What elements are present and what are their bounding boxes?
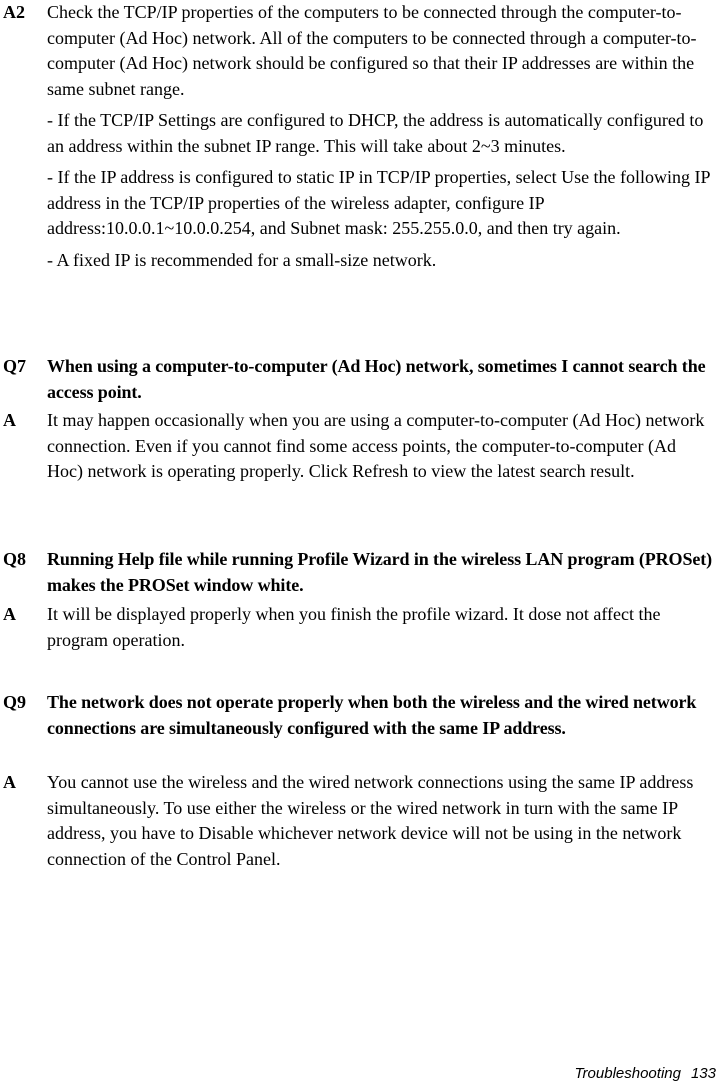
answer-text: It will be displayed properly when you finish the profile wizard. It dose not affect the program operation. bbox=[47, 604, 661, 650]
question-tag: Q9 bbox=[3, 692, 27, 712]
answer-a2 bbox=[0, 0, 716, 279]
answer-tag: A bbox=[3, 410, 16, 430]
question-tag: Q7 bbox=[3, 356, 27, 376]
page-footer bbox=[575, 1064, 716, 1084]
question-text: The network does not operate properly when both the wireless and the wired network connections are simultaneously configured with the same IP address. bbox=[47, 692, 697, 738]
question-q9 bbox=[0, 690, 716, 741]
paragraph: Check the TCP/IP properties of the computers to be connected through the computer-to-computer (Ad Hoc) network. All of the computers to be connected through a computer-to-computer (Ad Hoc) network should be configured so that their IP addresses are within the same subnet range. bbox=[47, 2, 697, 99]
page-number: 133 bbox=[690, 1065, 716, 1082]
paragraph: - If the TCP/IP Settings are configured to DHCP, the address is automatically configured to an address within the subnet IP range. This will take about 2~3 minutes. bbox=[47, 110, 704, 156]
answer-text: You cannot use the wireless and the wired network connections using the same IP address simultaneously. To use either the wireless or the wired network in turn with the same IP address, you have to Disable whichever network device will not be using in the network connection of the Control Panel. bbox=[47, 772, 694, 869]
answer-tag: A bbox=[3, 604, 16, 624]
answer-q8 bbox=[0, 602, 716, 653]
question-text: When using a computer-to-computer (Ad Hoc) network, sometimes I cannot search the access point. bbox=[47, 356, 706, 402]
question-q8 bbox=[0, 547, 716, 598]
answer-text: It may happen occasionally when you are using a computer-to-computer (Ad Hoc) network connection. Even if you cannot find some access points, the computer-to-computer (Ad Hoc) network is operating properly. Click Refresh to view the latest search result. bbox=[47, 410, 705, 481]
paragraph: - If the IP address is configured to static IP in TCP/IP properties, select Use the following IP address in the TCP/IP properties of the wireless adapter, configure IP address:10.0.0.1~10.0.0.254, and Subnet mask: 255.255.0.0, and then try again. bbox=[47, 167, 710, 238]
section-title: Troubleshooting bbox=[574, 1065, 681, 1082]
answer-tag: A bbox=[3, 772, 16, 792]
question-q7 bbox=[0, 354, 716, 405]
answer-tag: A2 bbox=[3, 2, 25, 22]
answer-q7 bbox=[0, 408, 716, 485]
paragraph: - A fixed IP is recommended for a small-size network. bbox=[47, 249, 437, 270]
question-tag: Q8 bbox=[3, 549, 27, 569]
question-text: Running Help file while running Profile Wizard in the wireless LAN program (PROSet) makes the PROSet window white. bbox=[47, 549, 713, 595]
answer-text bbox=[47, 0, 713, 273]
answer-q9 bbox=[0, 770, 716, 872]
